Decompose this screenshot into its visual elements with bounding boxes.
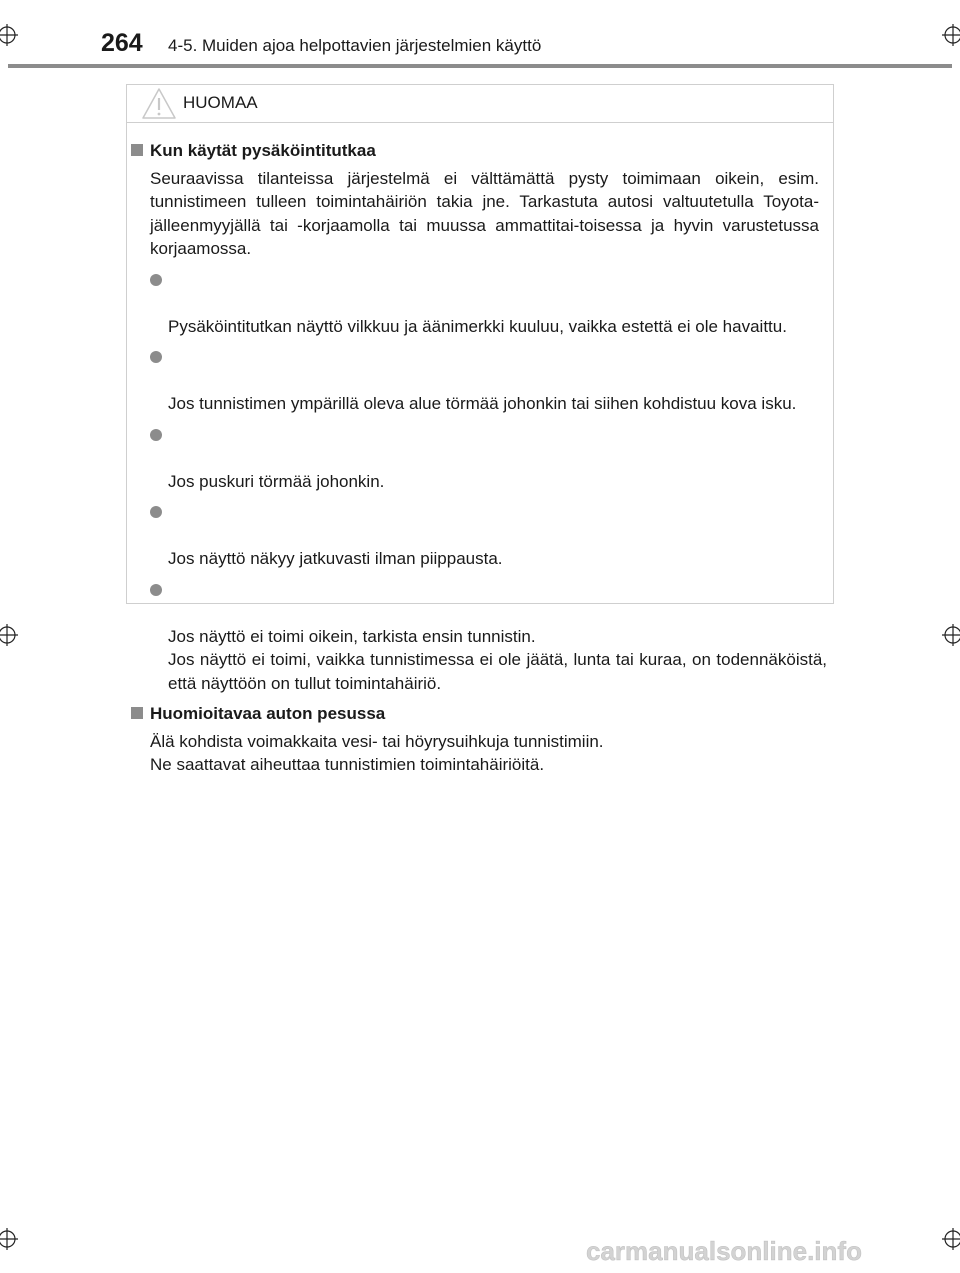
page-number: 264 <box>101 29 143 57</box>
list-item-text: Jos näyttö ei toimi oikein, tarkista ensin tunnistin. Jos näyttö ei toimi, vaikka tunnistimessa ei ole jäätä, lunta tai kuraa, on todennäköistä, että näyttöön on tullut toimintahäiriö. <box>168 626 827 693</box>
list-item-text: Pysäköintitutkan näyttö vilkkuu ja äänimerkki kuuluu, vaikka estettä ei ole havaittu. <box>168 316 787 336</box>
list-item <box>150 423 827 494</box>
registration-mark-icon <box>942 24 960 46</box>
round-bullet-icon <box>150 584 162 596</box>
section-heading <box>130 702 827 726</box>
square-bullet-icon <box>131 707 143 719</box>
header-divider <box>8 64 952 68</box>
section-intro: Seuraavissa tilanteissa järjestelmä ei välttämättä pysty toimimaan oikein, esim. tunnistimeen tulleen toimintahäiriön takia jne. Tarkastuta autosi valtuutetulla Toyota-jälleenmyyjällä tai -korjaamolla tai muussa ammattitai-toisessa ja hyvin varustetussa korjaamossa. <box>150 168 819 258</box>
section-intro: Älä kohdista voimakkaita vesi- tai höyrysuihkuja tunnistimiin. Ne saattavat aiheuttaa tunnistimien toimintahäiriöitä. <box>150 731 604 774</box>
watermark-logo <box>586 1238 946 1266</box>
section-heading-text: Kun käytät pysäköintitutkaa <box>150 141 376 160</box>
list-item-text: Jos tunnistimen ympärillä oleva alue törmää johonkin tai siihen kohdistuu kova isku. <box>168 394 797 413</box>
chapter-title: 4-5. Muiden ajoa helpottavien järjestelmien käyttö <box>168 36 542 55</box>
registration-mark-icon <box>942 624 960 646</box>
list-item <box>150 500 827 571</box>
svg-text:carmanualsonline.info: carmanualsonline.info <box>586 1238 862 1266</box>
warning-triangle-icon <box>141 87 177 120</box>
notice-title: HUOMAA <box>183 93 258 112</box>
round-bullet-icon <box>150 506 162 518</box>
notice-header <box>127 85 833 123</box>
list-item <box>150 578 827 696</box>
list-item <box>150 345 827 416</box>
round-bullet-icon <box>150 274 162 286</box>
section-heading <box>130 139 827 163</box>
list-item-text: Jos näyttö näkyy jatkuvasti ilman piippausta. <box>168 549 503 568</box>
round-bullet-icon <box>150 429 162 441</box>
registration-mark-icon <box>0 624 18 646</box>
list-item-text: Jos puskuri törmää johonkin. <box>168 471 385 491</box>
list-item <box>150 268 827 339</box>
registration-mark-icon <box>0 24 18 46</box>
registration-mark-icon <box>0 1228 18 1250</box>
round-bullet-icon <box>150 351 162 363</box>
section-heading-text: Huomioitavaa auton pesussa <box>150 704 386 723</box>
notice-content <box>130 139 827 777</box>
square-bullet-icon <box>131 144 143 156</box>
